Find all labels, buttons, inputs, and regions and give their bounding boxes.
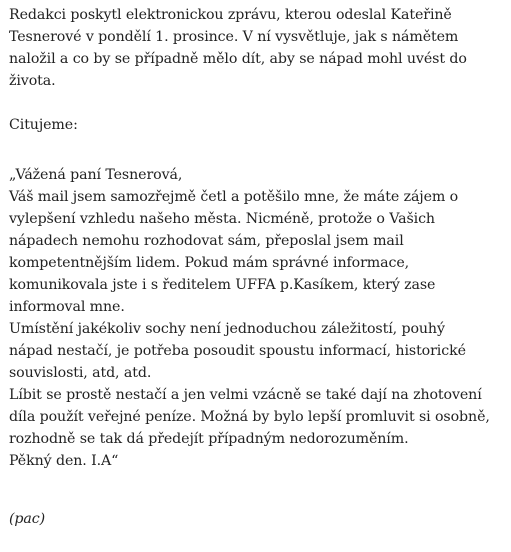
quote-line: díla použít veřejné peníze. Možná by bylo lepší promluvit si osobně,	[9, 409, 490, 425]
quote-line: nápadech nemohu rozhodovat sám, přeposlal jsem mail	[9, 233, 404, 249]
author-signoff: (pac)	[9, 511, 46, 527]
cite-label: Citujeme:	[9, 117, 78, 133]
quoted-email	[9, 164, 509, 472]
quote-line: Pěkný den. I.A“	[9, 453, 119, 469]
quote-line: informoval mne.	[9, 299, 125, 315]
intro-line: života.	[9, 73, 56, 89]
quote-line: rozhodně se tak dá předejít případným nedorozuměním.	[9, 431, 409, 447]
quote-line: vylepšení vzhledu našeho města. Nicméně, protože o Vašich	[9, 211, 435, 227]
quote-line: Líbit se prostě nestačí a jen velmi vzácně se také dají na zhotovení	[9, 387, 482, 403]
quote-line: Umístění jakékoliv sochy není jednoduchou záležitostí, pouhý	[9, 321, 445, 337]
quote-line: nápad nestačí, je potřeba posoudit spoustu informací, historické	[9, 343, 466, 359]
intro-line: Redakci poskytl elektronickou zprávu, kterou odeslal Kateřině	[9, 7, 452, 23]
intro-paragraph	[9, 4, 509, 92]
intro-line: naložil a co by se případně mělo dít, aby se nápad mohl uvést do	[9, 51, 467, 67]
quote-line: souvislosti, atd, atd.	[9, 365, 152, 381]
quote-line: „Vážená paní Tesnerová,	[9, 167, 183, 183]
quote-line: kompetentnějším lidem. Pokud mám správné informace,	[9, 255, 410, 271]
quote-line: Váš mail jsem samozřejmě četl a potěšilo mne, že máte zájem o	[9, 189, 459, 205]
quote-line: komunikovala jste i s ředitelem UFFA p.Kasíkem, který zase	[9, 277, 436, 293]
article-body	[9, 4, 509, 530]
intro-line: Tesnerové v pondělí 1. prosince. V ní vysvětluje, jak s námětem	[9, 29, 459, 45]
